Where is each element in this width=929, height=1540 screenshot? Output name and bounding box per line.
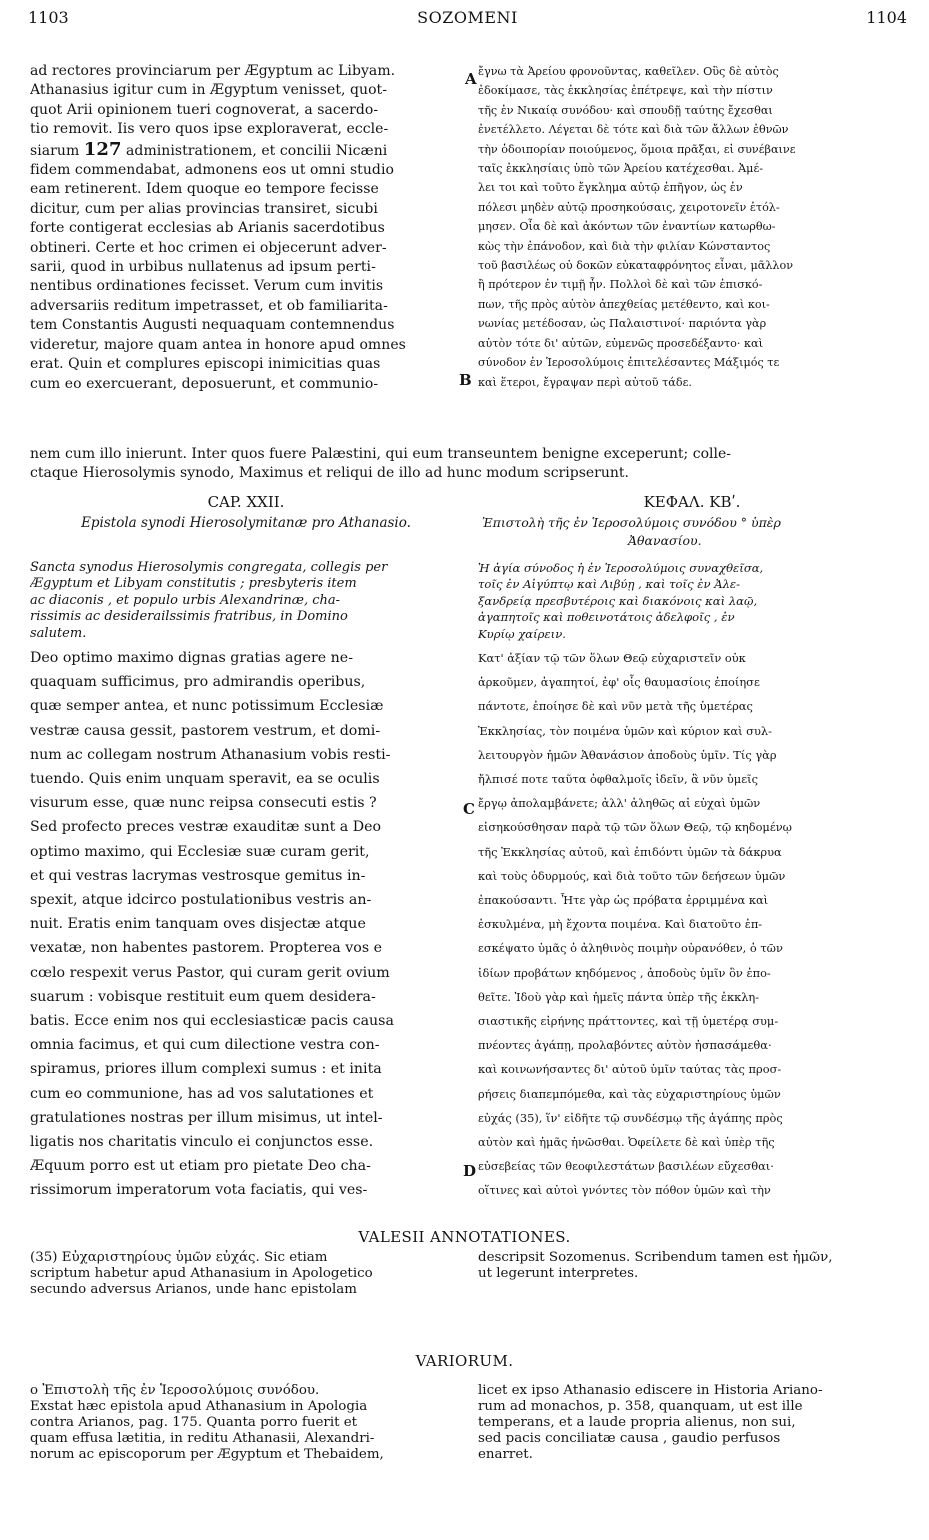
text-line: ἐσκυλμένα, μὴ ἔχοντα ποιμένα. Καὶ διατοῦτο ἐπ-	[478, 917, 763, 932]
margin-marker-a: A	[465, 70, 477, 88]
text-line: ad rectores provinciarum per Ægyptum ac Libyam.	[30, 63, 396, 79]
latin-chapter-subtitle: Epistola synodi Hierosolymitanæ pro Athanasio.	[81, 515, 411, 531]
valesii-annotations-title: VALESII ANNOTATIONES.	[358, 1228, 571, 1246]
text-line: ἢ πρότερον ἐν τιμῇ ἦν. Πολλοὶ δὲ καὶ τῶν ἐπισκό-	[478, 278, 763, 292]
text-line: nentibus ordinationes fecisset. Verum cum invitis	[30, 278, 384, 295]
text-line: κὼς τὴν ἐπάνοδον, καὶ διὰ τὴν φιλίαν Κώνσταντος	[478, 239, 771, 253]
text-line: enarret.	[478, 1447, 533, 1462]
text-line: Sed profecto preces vestræ exauditæ sunt a Deo	[30, 819, 382, 836]
text-line: secundo adversus Arianos, unde hanc epistolam	[30, 1282, 357, 1297]
text-line: ἐνετέλλετο. Λέγεται δὲ τότε καὶ διὰ τῶν ἄλλων ἐθνῶν	[478, 123, 789, 137]
text-line: ac diaconis , et populo urbis Alexandrinæ, cha-	[30, 592, 341, 608]
text-line: Ἡ ἁγία σύνοδος ἡ ἐν Ἱεροσολύμοις συναχθεῖσα,	[478, 561, 764, 575]
text-line: Sancta synodus Hierosolymis congregata, collegis per	[30, 560, 388, 575]
greek-address	[478, 560, 906, 642]
text-line: scriptum habetur apud Athanasium in Apologetico	[30, 1266, 373, 1281]
text-line: εὐχάς (35), ἵν' εἰδῆτε τῷ συνδέσμῳ τῆς ἀγάπης πρὸς	[478, 1110, 783, 1125]
margin-marker-c: C	[463, 800, 475, 818]
text-line: τοῖς ἐν Αἰγύπτῳ καὶ Λιβύῃ , καὶ τοῖς ἐν Ἀλε-	[478, 577, 741, 592]
text-line: ἤλπισέ ποτε ταῦτα ὀφθαλμοῖς ἰδεῖν, ἃ νῦν ὑμεῖς	[478, 772, 758, 787]
text-line: καὶ κοινωνήσαντες δι' αὐτοῦ ὑμῖν ταύτας τὰς προσ-	[478, 1062, 782, 1077]
text-line: εσκέψατο ὑμᾶς ὁ ἀληθινὸς ποιμὴν οὐρανόθεν, ὁ τῶν	[478, 941, 783, 956]
text-line: τοῦ βασιλέως οὐ δοκῶν εὐκαταφρόνητος εἶναι, μᾶλλον	[478, 259, 794, 273]
text-line: τῆς Ἐκκλησίας αὐτοῦ, καὶ ἐπιδόντι ὑμῶν τὰ δάκρυα	[478, 844, 782, 859]
greek-chapter-heading: ΚΕΦΑΛ. ΚΒʹ.	[643, 493, 741, 511]
text-line: ἰδίων προβάτων κηδόμενος , ἀποδοὺς ὑμῖν ὃν ἐπο-	[478, 965, 771, 980]
text-line: καὶ ἕτεροι, ἔγραψαν περὶ αὐτοῦ τάδε.	[478, 375, 692, 389]
text-line: Ἐκκλησίας, τὸν ποιμένα ὑμῶν καὶ κύριον καὶ συλ-	[478, 723, 772, 738]
text-line: ctaque Hierosolymis synodo, Maximus et reliqui de illo ad hunc modum scripserunt.	[30, 465, 629, 482]
latin-address	[30, 560, 462, 642]
valesii-note-left	[30, 1250, 462, 1298]
text-line: batis. Ecce enim nos qui ecclesiasticæ pacis causa	[30, 1013, 394, 1030]
text-line: rum ad monachos, p. 358, quanquam, ut est ille	[478, 1399, 803, 1414]
text-line: tio removit. Iis vero quos ipse exploraverat, eccle-	[30, 121, 389, 138]
text-line: λειτουργὸν ἡμῶν Ἀθανάσιον ἀποδοὺς ὑμῖν. Τίς γὰρ	[478, 747, 777, 762]
text-line: πων, τῆς πρὸς αὐτὸν ἀπεχθείας μετέθεντο, καὶ κοι-	[478, 297, 770, 311]
text-line: Κατ' ἀξίαν τῷ τῶν ὅλων Θεῷ εὐχαριστεῖν οὐκ	[478, 651, 746, 665]
text-line: tem Constantis Augusti nequaquam contemnendus	[30, 317, 395, 334]
greek-column-body	[478, 646, 906, 1203]
text-line: λει τοι καὶ τοῦτο ἔγκλημα αὐτῷ ἐπῆγον, ὡς ἐν	[478, 181, 743, 195]
text-line: salutem.	[30, 625, 87, 641]
text-line: τῆς ἐν Νικαίᾳ συνόδου· καὶ σπουδῇ ταύτης ἔχεσθαι	[478, 103, 773, 117]
text-line: ταῖς ἐκκλησίαις ὑπὸ τῶν Ἀρείου κατέχεσθαι. Ἀμέ-	[478, 162, 764, 176]
text-line: εὐσεβείας τῶν θεοφιλεστάτων βασιλέων εὔχεσθαι·	[478, 1159, 774, 1174]
text-line: nem cum illo inierunt. Inter quos fuere Palæstini, qui eum transeuntem benigne exceperunt; colle-	[30, 446, 731, 462]
text-line: (35) Εὐχαριστηρίους ὑμῶν εὐχάς. Sic etiam	[30, 1250, 328, 1265]
text-line: spiramus, priores illum complexi sumus : et inita	[30, 1061, 382, 1078]
text-line: rissimorum imperatorum vota faciatis, qui ves-	[30, 1182, 368, 1199]
text-line: temperans, et a laude propria alienus, non sui,	[478, 1415, 796, 1430]
text-line: αὐτὸν τότε δι' αὐτῶν, εὐμενῶς προσεδέξαντο· καὶ	[478, 336, 763, 350]
text-line: erat. Quin et complures episcopi inimicitias quas	[30, 356, 381, 373]
text-line: gratulationes nostras per illum misimus, ut intel-	[30, 1109, 383, 1126]
left-page-number: 1103	[28, 8, 69, 27]
variorum-note-right	[478, 1383, 906, 1463]
text-line: quæ semper antea, et nunc potissimum Ecclesiæ	[30, 698, 384, 715]
text-line: οἵτινες καὶ αὐτοὶ γνόντες τὸν πόθον ὑμῶν καὶ τὴν	[478, 1183, 771, 1198]
text-line: rissimis ac desiderailssimis fratribus, in Domino	[30, 609, 348, 625]
text-line: optimo maximo, qui Ecclesiæ suæ curam gerit,	[30, 843, 370, 860]
margin-marker-d: D	[463, 1162, 477, 1180]
text-line: Exstat hæc epistola apud Athanasium in Apologia	[30, 1399, 368, 1414]
latin-column-body	[30, 646, 462, 1203]
text-line: τὴν ὁδοιπορίαν ποιούμενος, ὅμοια πρᾶξαι, εἰ συνέβαινε	[478, 142, 796, 156]
text-line: dicitur, cum per alias provincias transiret, sicubi	[30, 200, 378, 217]
text-line: ut legerunt interpretes.	[478, 1266, 639, 1281]
text-line: spexit, atque idcirco postulationibus vestris an-	[30, 892, 372, 909]
text-line: ἀγαπητοῖς καὶ ποθεινοτάτοις ἀδελφοῖς , ἐν	[478, 610, 735, 625]
text-line: nuit. Eratis enim tanquam oves disjectæ atque	[30, 916, 366, 933]
text-line: αὐτὸν καὶ ἡμᾶς ἡνῶσθαι. Ὀφείλετε δὲ καὶ ὑπὲρ τῆς	[478, 1135, 775, 1150]
text-line: tuendo. Quis enim unquam speravit, ea se oculis	[30, 771, 380, 788]
text-line: Ægyptum et Libyam constitutis ; presbyteris item	[30, 576, 357, 592]
text-line: ο Ἐπιστολὴ τῆς ἐν Ἱεροσολύμοις συνόδου.	[30, 1383, 320, 1398]
greek-chapter-subtitle-line1: Ἐπιστολὴ τῆς ἐν Ἱεροσολύμοις συνόδου ° ὑπὲρ	[482, 515, 781, 530]
text-line: νωνίας μετέδοσαν, ὡς Παλαιστινοί· παριόντα γὰρ	[478, 317, 767, 331]
text-line: obtineri. Certe et hoc crimen ei objecerunt adver-	[30, 239, 387, 256]
valesii-note-right	[478, 1250, 906, 1282]
text-line: Deo optimo maximo dignas gratias agere ne-	[30, 650, 353, 666]
margin-marker-b: B	[459, 371, 472, 389]
text-line: καὶ τοὺς ὀδυρμούς, καὶ διὰ τοῦτο τῶν δεήσεων ὑμῶν	[478, 868, 786, 883]
text-line: vexatæ, non habentes pastorem. Propterea vos e	[30, 940, 383, 957]
text-line: ἔγνω τὰ Ἀρείου φρονοῦντας, καθεῖλεν. Οὓς δὲ αὐτὸς	[478, 65, 779, 78]
right-page-number: 1104	[866, 8, 907, 27]
text-line: Æquum porro est ut etiam pro pietate Deo cha-	[30, 1158, 371, 1175]
latin-chapter-heading: CAP. XXII.	[207, 493, 285, 511]
text-line: εἰσηκούσθησαν παρὰ τῷ τῶν ὅλων Θεῷ, τῷ κηδομένῳ	[478, 820, 792, 835]
text-line: ἔργῳ ἀπολαμβάνετε; ἀλλ' ἀληθῶς αἱ εὐχαὶ ὑμῶν	[478, 796, 761, 811]
text-line: contra Arianos, pag. 175. Quanta porro fuerit et	[30, 1415, 358, 1430]
text-line: videretur, majore quam antea in honore apud omnes	[30, 336, 406, 353]
text-line: Κυρίῳ χαίρειν.	[478, 626, 566, 641]
text-line: cum eo communione, has ad vos salutationes et	[30, 1085, 374, 1102]
text-line: θεῖτε. Ἰδοὺ γὰρ καὶ ἡμεῖς πάντα ὑπὲρ τῆς ἐκκλη-	[478, 989, 760, 1004]
text-line: siarum 127 administrationem, et concilii Nicæni	[30, 139, 388, 160]
latin-column-top	[30, 62, 462, 394]
running-header	[28, 8, 907, 32]
text-line: sarii, quod in urbibus nullatenus ad ipsum perti-	[30, 259, 376, 276]
variorum-title: VARIORUM.	[415, 1352, 514, 1370]
text-line: πάντοτε, ἐποίησε δὲ καὶ νῦν μετὰ τῆς ὑμετέρας	[478, 699, 753, 714]
text-line: σιαστικῆς εἰρήνης πράττοντες, καὶ τῇ ὑμετέρᾳ συμ-	[478, 1014, 779, 1029]
text-line: visurum esse, quæ nunc reipsa consecuti estis ?	[30, 795, 377, 812]
text-line: adversariis reditum impetrasset, et ob familiarita-	[30, 297, 388, 314]
text-line: quaquam sufficimus, pro admirandis operibus,	[30, 674, 366, 691]
text-line: suarum : vobisque restituit eum quem desidera-	[30, 988, 376, 1005]
text-line: ρήσεις διαπεμπόμεθα, καὶ τὰς εὐχαριστηρίους ὑμῶν	[478, 1086, 781, 1101]
text-line: ἐδοκίμασε, τὰς ἐκκλησίας ἐπέτρεψε, καὶ τὴν πίστιν	[478, 84, 773, 98]
text-line: descripsit Sozomenus. Scribendum tamen est ἡμῶν,	[478, 1250, 833, 1265]
text-line: sed pacis conciliatæ causa , gaudio perfusos	[478, 1431, 781, 1446]
text-line: et qui vestras lacrymas vestrosque gemitus in-	[30, 867, 366, 884]
variorum-note-left	[30, 1383, 462, 1463]
text-line: ligatis nos charitatis vinculo ei conjunctos esse.	[30, 1134, 374, 1151]
text-line: ἐπακούσαντι. Ἦτε γὰρ ὡς πρόβατα ἐρριμμένα καὶ	[478, 893, 769, 908]
text-line: quam effusa lætitia, in reditu Athanasii, Alexandri-	[30, 1431, 375, 1446]
text-line: forte contigerat ecclesias ab Arianis sacerdotibus	[30, 220, 385, 237]
text-line: licet ex ipso Athanasio ediscere in Historia Ariano-	[478, 1383, 823, 1398]
text-line: σύνοδον ἐν Ἱεροσολύμοις ἐπιτελέσαντες Μάξιμός τε	[478, 356, 780, 370]
text-line: fidem commendabat, admonens eos ut omni studio	[30, 162, 394, 179]
text-line: norum ac episcoporum per Ægyptum et Thebaidem,	[30, 1447, 384, 1462]
text-line: num ac collegam nostrum Athanasium vobis resti-	[30, 746, 391, 763]
text-line: cœlo respexit verus Pastor, qui curam gerit ovium	[30, 964, 390, 981]
text-line: ἀρκοῦμεν, ἀγαπητοί, ἐφ' οἷς θαυμασίοις ἐποίησε	[478, 675, 760, 690]
text-line: πνέοντες ἀγάπῃ, προλαβόντες αὐτὸν ἠσπασάμεθα·	[478, 1038, 772, 1053]
text-line: vestræ causa gessit, pastorem vestrum, et domi-	[30, 722, 381, 739]
greek-column-top	[478, 62, 906, 392]
column-number: 127	[83, 139, 122, 160]
text-line: Athanasius igitur cum in Ægyptum venisset, quot-	[30, 82, 388, 99]
latin-full-width-text	[30, 445, 906, 484]
text-line: quot Arii opinionem tueri cognoverat, a sacerdo-	[30, 101, 379, 118]
running-title: SOZOMENI	[417, 8, 518, 27]
text-line: eam retinerent. Idem quoque eo tempore fecisse	[30, 181, 379, 198]
greek-chapter-subtitle-line2: Ἀθανασίου.	[628, 533, 702, 548]
text-line: μησεν. Οἷα δὲ καὶ ἀκόντων τῶν ἐναντίων κατωρθω-	[478, 220, 776, 234]
text-line: omnia facimus, et qui cum dilectione vestra con-	[30, 1037, 380, 1054]
text-line: πόλεσι μηδὲν αὐτῷ προσηκούσαις, χειροτονεῖν ἐτόλ-	[478, 200, 780, 214]
text-line: ξανδρείᾳ πρεσβυτέροις καὶ διακόνοις καὶ λαῷ,	[478, 593, 758, 608]
text-line: cum eo exercuerant, deposuerunt, et communio-	[30, 375, 379, 392]
